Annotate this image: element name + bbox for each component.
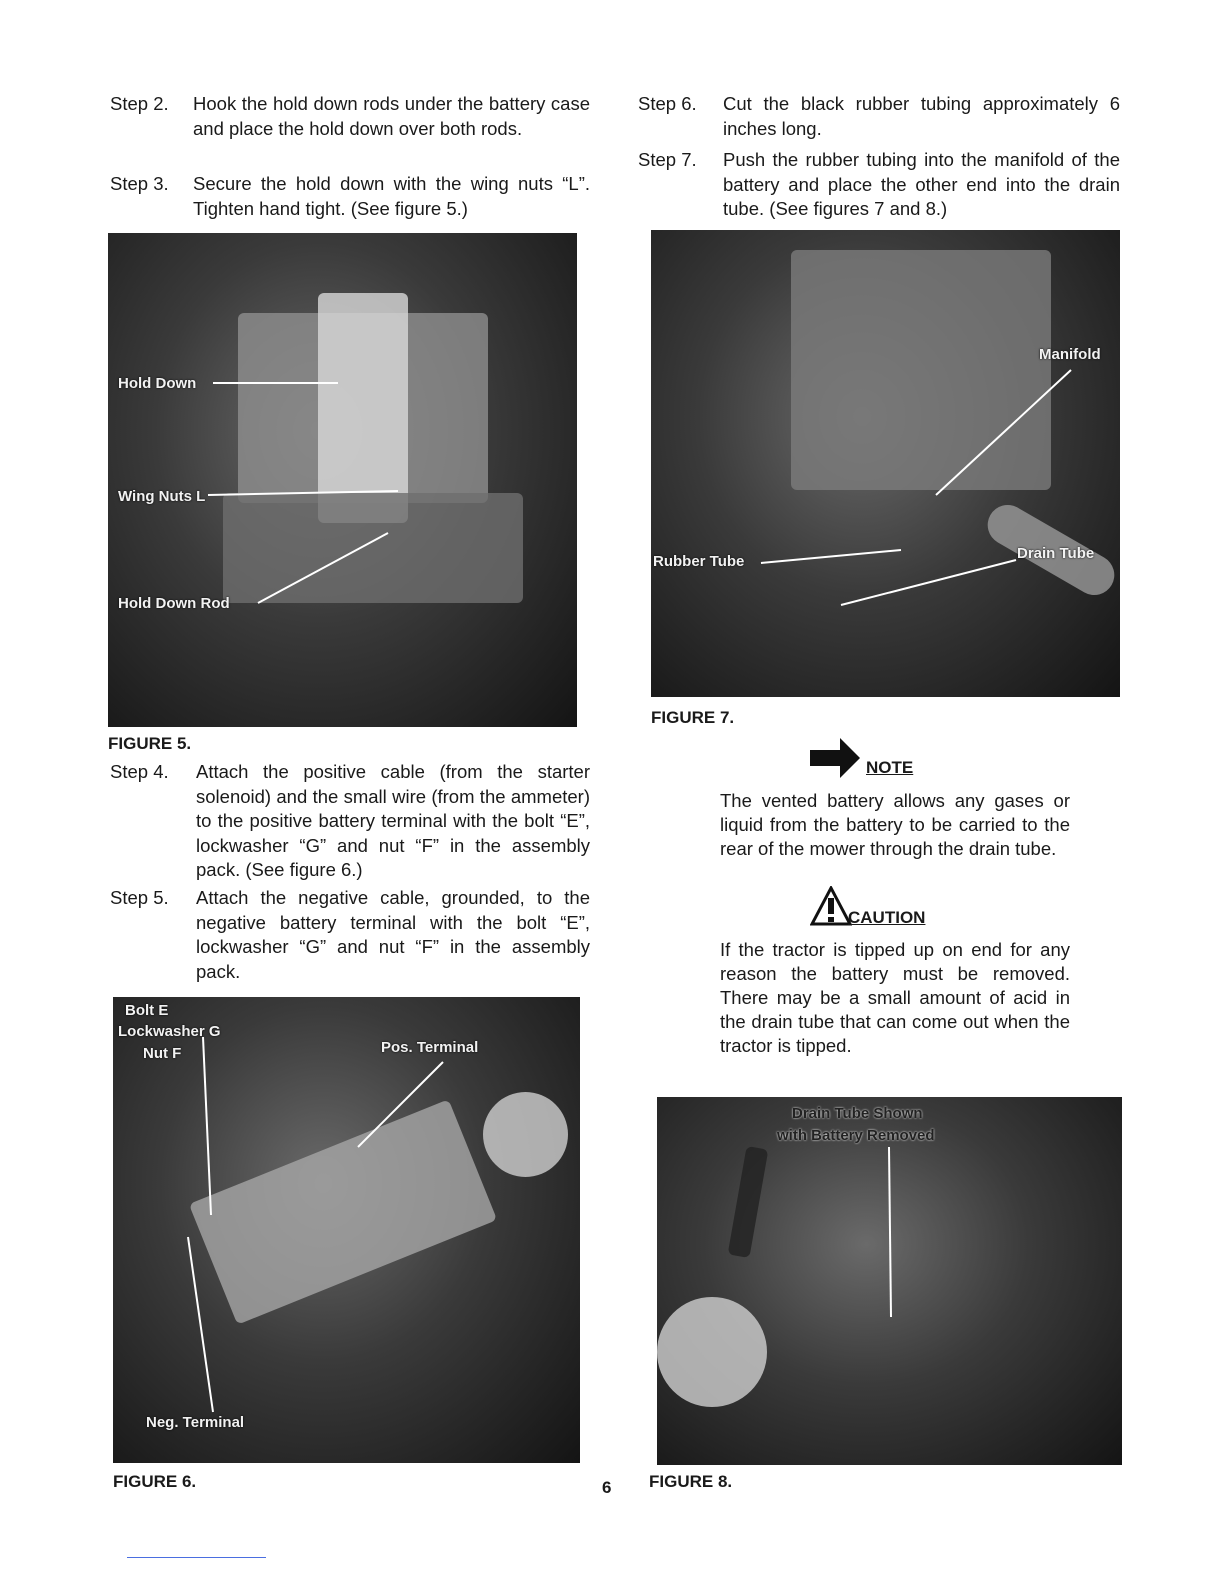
label-pos-terminal: Pos. Terminal: [381, 1039, 479, 1056]
step-label: Step 3.: [110, 173, 169, 194]
label-nut-f: Nut F: [143, 1045, 182, 1062]
step-text: Push the rubber tubing into the manifold of the battery and place the other end into the drain tube. (See figures 7 and 8.): [723, 149, 1120, 219]
label-hold-down-rod: Hold Down Rod: [118, 595, 230, 612]
step-label: Step 6.: [638, 93, 697, 114]
step-label: Step 2.: [110, 93, 169, 114]
figure-8-photo: [657, 1097, 1122, 1465]
arrow-icon: [810, 738, 860, 778]
label-drain-tube: Drain Tube: [1017, 545, 1095, 562]
label-wing-nuts: Wing Nuts L: [118, 488, 206, 505]
label-rubber-tube: Rubber Tube: [653, 553, 745, 570]
step-7: [638, 148, 1120, 222]
figure-7-photo: [651, 230, 1120, 697]
step-text: Attach the negative cable, grounded, to the negative battery terminal with the bolt “E”, lockwasher “G” and nut “F” in the assembly pack.: [196, 887, 590, 982]
figure-6-caption: FIGURE 6.: [113, 1472, 197, 1491]
divider: [127, 1557, 266, 1558]
step-2: [110, 92, 590, 141]
note-text: The vented battery allows any gases or liquid from the battery to be carried to the rear of the mower through the drain tube.: [720, 790, 1070, 859]
figure-6-photo: [113, 997, 580, 1463]
page-number: 6: [602, 1478, 612, 1497]
figure-5-caption: FIGURE 5.: [108, 734, 192, 753]
figure-5-photo: [108, 233, 577, 727]
label-neg-terminal: Neg. Terminal: [146, 1414, 245, 1431]
label-lockwasher-g: Lockwasher G: [118, 1023, 221, 1040]
step-label: Step 5.: [110, 887, 169, 908]
label-drain-tube-shown: Drain Tube Shown: [792, 1105, 923, 1122]
caution-heading: CAUTION: [848, 908, 926, 927]
step-3: [110, 172, 590, 221]
step-label: Step 7.: [638, 149, 697, 170]
label-hold-down: Hold Down: [118, 375, 197, 392]
step-label: Step 4.: [110, 761, 169, 782]
figure-7-caption: FIGURE 7.: [651, 708, 735, 727]
step-text: Hook the hold down rods under the battery case and place the hold down over both rods.: [193, 93, 590, 139]
step-6: [638, 92, 1120, 141]
step-5: [110, 886, 590, 984]
figure-8-caption: FIGURE 8.: [649, 1472, 733, 1491]
caution-text: If the tractor is tipped up on end for any reason the battery must be removed. There may be a small amount of acid in the drain tube that can come out when the tractor is tipped.: [720, 939, 1070, 1056]
step-4: [110, 760, 590, 883]
warning-icon: [810, 886, 852, 926]
label-manifold: Manifold: [1039, 346, 1101, 363]
label-bolt-e: Bolt E: [125, 1002, 169, 1019]
step-text: Secure the hold down with the wing nuts “L”. Tighten hand tight. (See figure 5.): [193, 173, 590, 219]
label-with-battery-removed: with Battery Removed: [777, 1127, 935, 1144]
step-text: Attach the positive cable (from the starter solenoid) and the small wire (from the ammeter) to the positive battery terminal with the bolt “E”, lockwasher “G” and nut “F” in the assembly pack. (See figure 6.): [196, 761, 590, 880]
step-text: Cut the black rubber tubing approximately 6 inches long.: [723, 93, 1120, 139]
note-heading: NOTE: [866, 758, 914, 777]
